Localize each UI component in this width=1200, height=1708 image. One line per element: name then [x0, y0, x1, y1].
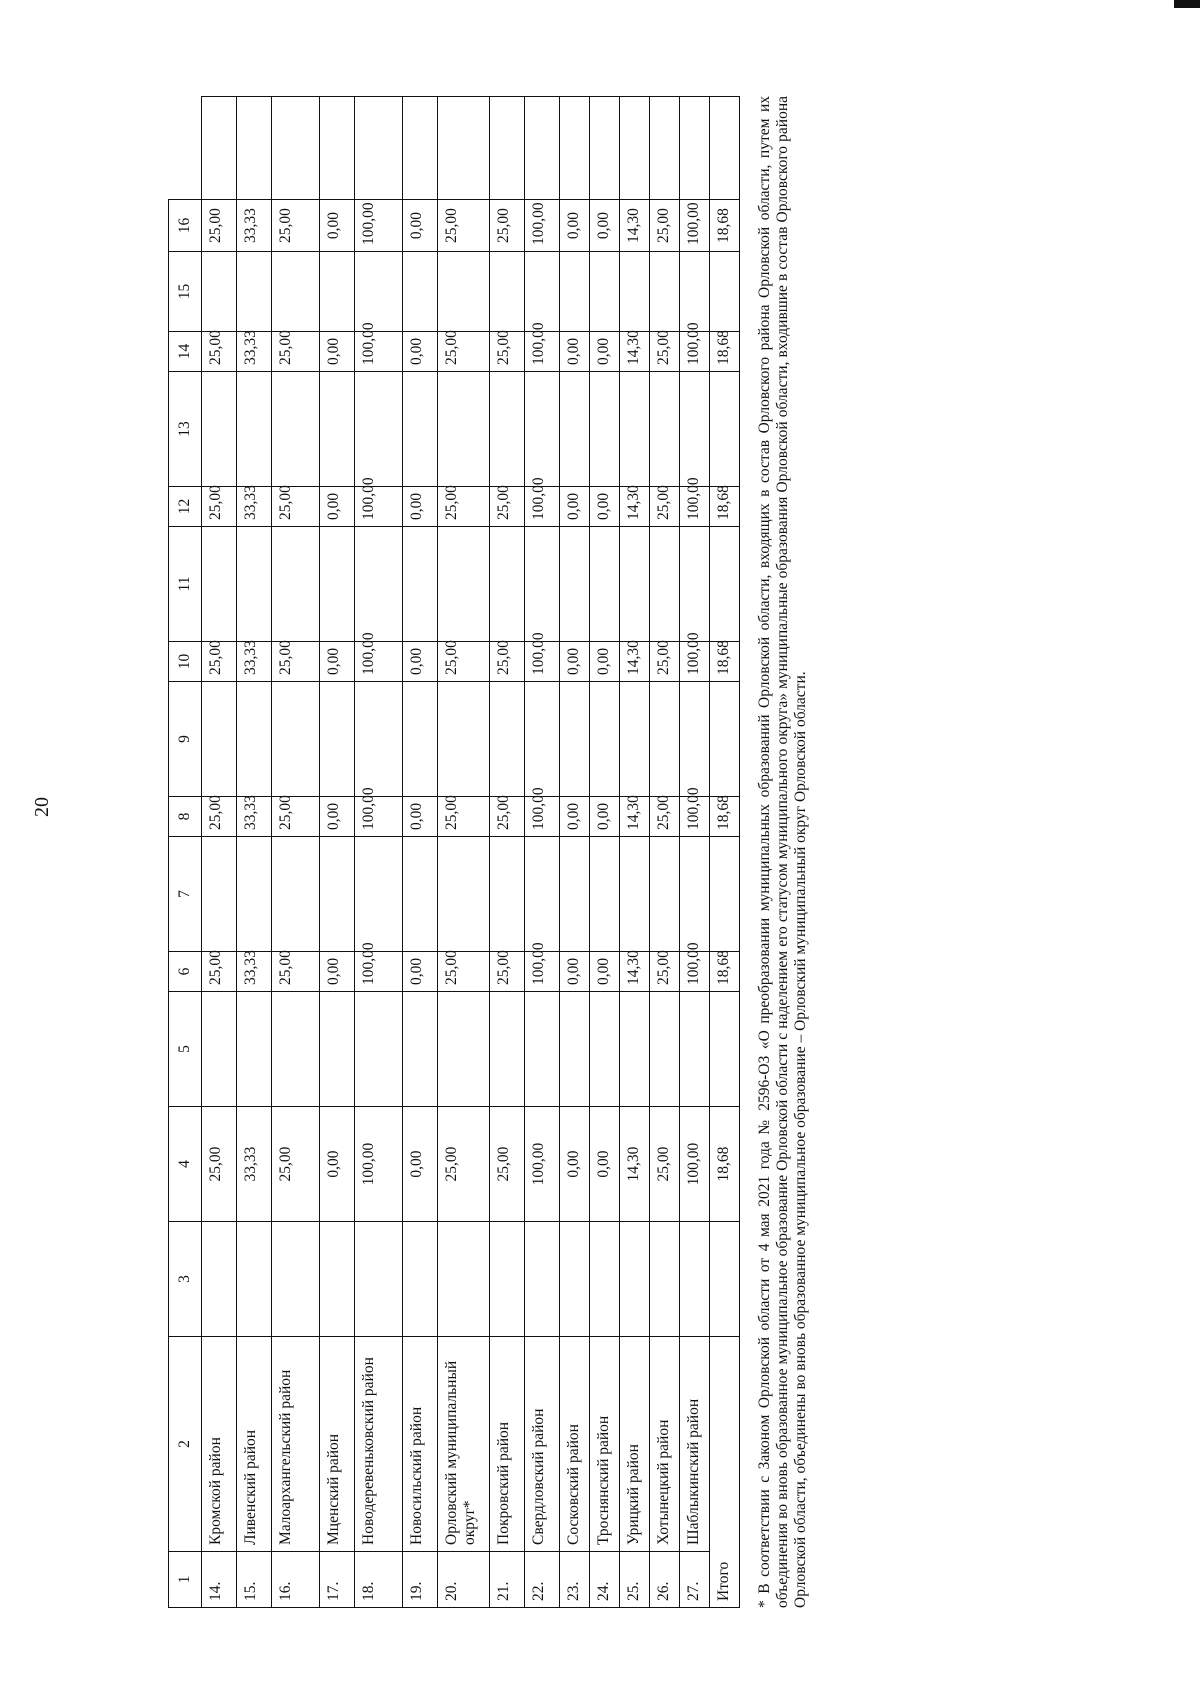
- value-cell-col-15: [525, 252, 560, 332]
- value-cell-col-7: [202, 837, 237, 952]
- value-cell-col-7: [525, 837, 560, 952]
- table-row: [237, 97, 272, 1608]
- value-cell-col-12: 0,00: [560, 487, 590, 527]
- value-cell-col-3: [272, 1222, 320, 1337]
- value-cell-col-14: 100,00: [355, 332, 403, 372]
- row-number: 15.: [237, 1552, 272, 1608]
- row-number: 25.: [620, 1552, 650, 1608]
- value-cell-col-13: [620, 372, 650, 487]
- value-cell-col-6: 25,00: [272, 952, 320, 992]
- value-cell-col-4: 0,00: [560, 1107, 590, 1222]
- value-cell-col-12: 0,00: [590, 487, 620, 527]
- value-cell-col-9: [650, 682, 680, 797]
- value-cell-col-7: [560, 837, 590, 952]
- value-cell-col-9: [355, 682, 403, 797]
- value-cell-col-16: 100,00: [680, 200, 710, 252]
- value-cell-col-8: 25,00: [202, 797, 237, 837]
- district-name: Мценский район: [320, 1337, 355, 1552]
- value-cell-col-12: 25,00: [202, 487, 237, 527]
- value-cell-col-10: 0,00: [590, 642, 620, 682]
- column-header-13: 13: [169, 372, 202, 487]
- value-cell-col-12: 100,00: [680, 487, 710, 527]
- value-cell-col-17: [355, 97, 403, 200]
- value-cell-col-12: 25,00: [490, 487, 525, 527]
- row-number: 17.: [320, 1552, 355, 1608]
- value-cell-col-9: [272, 682, 320, 797]
- value-cell-col-16: 100,00: [525, 200, 560, 252]
- value-cell-col-15: [490, 252, 525, 332]
- district-name: Малоархангельский район: [272, 1337, 320, 1552]
- value-cell-col-14: 25,00: [490, 332, 525, 372]
- value-cell-col-9: [237, 682, 272, 797]
- value-cell-col-16: 25,00: [438, 200, 490, 252]
- value-cell-col-3: [320, 1222, 355, 1337]
- value-cell-col-6: 0,00: [403, 952, 438, 992]
- total-label: Итого: [710, 1337, 740, 1608]
- value-cell-col-6: 14,30: [620, 952, 650, 992]
- value-cell-col-15: [355, 252, 403, 332]
- total-cell-col-7: [710, 837, 740, 952]
- value-cell-col-14: 0,00: [320, 332, 355, 372]
- value-cell-col-13: [237, 372, 272, 487]
- value-cell-col-16: 33,33: [237, 200, 272, 252]
- value-cell-col-12: 14,30: [620, 487, 650, 527]
- value-cell-col-4: 0,00: [590, 1107, 620, 1222]
- value-cell-col-4: 100,00: [680, 1107, 710, 1222]
- value-cell-col-4: 25,00: [202, 1107, 237, 1222]
- value-cell-col-5: [403, 992, 438, 1107]
- value-cell-col-17: [590, 97, 620, 200]
- total-cell-col-13: [710, 372, 740, 487]
- total-row: [710, 97, 740, 1608]
- value-cell-col-6: 100,00: [525, 952, 560, 992]
- value-cell-col-13: [650, 372, 680, 487]
- value-cell-col-4: 33,33: [237, 1107, 272, 1222]
- value-cell-col-15: [650, 252, 680, 332]
- value-cell-col-11: [355, 527, 403, 642]
- value-cell-col-12: 0,00: [320, 487, 355, 527]
- value-cell-col-4: 14,30: [620, 1107, 650, 1222]
- value-cell-col-9: [590, 682, 620, 797]
- value-cell-col-6: 33,33: [237, 952, 272, 992]
- value-cell-col-9: [560, 682, 590, 797]
- value-cell-col-7: [650, 837, 680, 952]
- table-row: [680, 97, 710, 1608]
- value-cell-col-3: [403, 1222, 438, 1337]
- value-cell-col-4: 25,00: [650, 1107, 680, 1222]
- value-cell-col-5: [272, 992, 320, 1107]
- table-row: [355, 97, 403, 1608]
- table-row: [560, 97, 590, 1608]
- value-cell-col-13: [320, 372, 355, 487]
- value-cell-col-3: [590, 1222, 620, 1337]
- value-cell-col-3: [237, 1222, 272, 1337]
- value-cell-col-16: 25,00: [272, 200, 320, 252]
- table-row: [403, 97, 438, 1608]
- district-name: Орловский муниципальный округ*: [438, 1337, 490, 1552]
- value-cell-col-3: [650, 1222, 680, 1337]
- value-cell-col-8: 0,00: [403, 797, 438, 837]
- value-cell-col-14: 25,00: [202, 332, 237, 372]
- value-cell-col-7: [490, 837, 525, 952]
- value-cell-col-15: [590, 252, 620, 332]
- column-header-1: 1: [169, 1552, 202, 1608]
- value-cell-col-11: [438, 527, 490, 642]
- value-cell-col-3: [438, 1222, 490, 1337]
- value-cell-col-13: [490, 372, 525, 487]
- table-body: [202, 97, 740, 1608]
- value-cell-col-14: 100,00: [680, 332, 710, 372]
- value-cell-col-6: 0,00: [320, 952, 355, 992]
- value-cell-col-8: 100,00: [525, 797, 560, 837]
- value-cell-col-17: [237, 97, 272, 200]
- value-cell-col-5: [320, 992, 355, 1107]
- value-cell-col-11: [680, 527, 710, 642]
- value-cell-col-4: 25,00: [490, 1107, 525, 1222]
- column-header-9: 9: [169, 682, 202, 797]
- value-cell-col-5: [202, 992, 237, 1107]
- total-cell-col-8: 18,68: [710, 797, 740, 837]
- value-cell-col-17: [525, 97, 560, 200]
- value-cell-col-3: [620, 1222, 650, 1337]
- district-name: Урицкий район: [620, 1337, 650, 1552]
- value-cell-col-16: 0,00: [560, 200, 590, 252]
- value-cell-col-4: 0,00: [320, 1107, 355, 1222]
- row-number: 19.: [403, 1552, 438, 1608]
- value-cell-col-7: [355, 837, 403, 952]
- value-cell-col-11: [490, 527, 525, 642]
- value-cell-col-3: [202, 1222, 237, 1337]
- value-cell-col-12: 25,00: [272, 487, 320, 527]
- total-cell-col-11: [710, 527, 740, 642]
- value-cell-col-10: 0,00: [320, 642, 355, 682]
- value-cell-col-13: [202, 372, 237, 487]
- value-cell-col-10: 25,00: [202, 642, 237, 682]
- value-cell-col-13: [525, 372, 560, 487]
- value-cell-col-15: [560, 252, 590, 332]
- value-cell-col-10: 25,00: [490, 642, 525, 682]
- total-cell-col-14: 18,68: [710, 332, 740, 372]
- value-cell-col-12: 100,00: [525, 487, 560, 527]
- value-cell-col-3: [680, 1222, 710, 1337]
- value-cell-col-10: 0,00: [403, 642, 438, 682]
- value-cell-col-12: 100,00: [355, 487, 403, 527]
- value-cell-col-14: 0,00: [403, 332, 438, 372]
- value-cell-col-15: [680, 252, 710, 332]
- value-cell-col-4: 25,00: [438, 1107, 490, 1222]
- table-row: [650, 97, 680, 1608]
- value-cell-col-12: 33,33: [237, 487, 272, 527]
- value-cell-col-13: [403, 372, 438, 487]
- value-cell-col-15: [272, 252, 320, 332]
- value-cell-col-14: 0,00: [590, 332, 620, 372]
- edge-mark: [1174, 0, 1200, 8]
- value-cell-col-17: [680, 97, 710, 200]
- value-cell-col-3: [490, 1222, 525, 1337]
- table-row: [438, 97, 490, 1608]
- value-cell-col-11: [237, 527, 272, 642]
- value-cell-col-16: 25,00: [202, 200, 237, 252]
- value-cell-col-4: 100,00: [525, 1107, 560, 1222]
- value-cell-col-14: 33,33: [237, 332, 272, 372]
- column-header-14: 14: [169, 332, 202, 372]
- value-cell-col-17: [490, 97, 525, 200]
- value-cell-col-8: 33,33: [237, 797, 272, 837]
- column-header-10: 10: [169, 642, 202, 682]
- value-cell-col-10: 100,00: [355, 642, 403, 682]
- row-number: 18.: [355, 1552, 403, 1608]
- total-cell-col-17: [710, 97, 740, 200]
- value-cell-col-10: 14,30: [620, 642, 650, 682]
- data-table: [168, 96, 740, 1608]
- value-cell-col-5: [438, 992, 490, 1107]
- district-name: Ливенский район: [237, 1337, 272, 1552]
- value-cell-col-17: [403, 97, 438, 200]
- row-number: 22.: [525, 1552, 560, 1608]
- row-number: 21.: [490, 1552, 525, 1608]
- value-cell-col-4: 100,00: [355, 1107, 403, 1222]
- value-cell-col-16: 0,00: [590, 200, 620, 252]
- value-cell-col-11: [560, 527, 590, 642]
- row-number: 20.: [438, 1552, 490, 1608]
- value-cell-col-3: [560, 1222, 590, 1337]
- value-cell-col-8: 0,00: [590, 797, 620, 837]
- total-cell-col-10: 18,68: [710, 642, 740, 682]
- value-cell-col-7: [237, 837, 272, 952]
- value-cell-col-9: [403, 682, 438, 797]
- value-cell-col-7: [320, 837, 355, 952]
- value-cell-col-10: 25,00: [650, 642, 680, 682]
- column-header-8: 8: [169, 797, 202, 837]
- value-cell-col-12: 0,00: [403, 487, 438, 527]
- value-cell-col-10: 0,00: [560, 642, 590, 682]
- value-cell-col-8: 25,00: [438, 797, 490, 837]
- value-cell-col-5: [620, 992, 650, 1107]
- value-cell-col-17: [202, 97, 237, 200]
- value-cell-col-14: 100,00: [525, 332, 560, 372]
- row-number: 23.: [560, 1552, 590, 1608]
- value-cell-col-13: [560, 372, 590, 487]
- row-number: 16.: [272, 1552, 320, 1608]
- column-header-16: 16: [169, 200, 202, 252]
- total-cell-col-16: 18,68: [710, 200, 740, 252]
- value-cell-col-8: 25,00: [272, 797, 320, 837]
- value-cell-col-9: [490, 682, 525, 797]
- value-cell-col-11: [650, 527, 680, 642]
- value-cell-col-9: [202, 682, 237, 797]
- value-cell-col-11: [202, 527, 237, 642]
- value-cell-col-8: 100,00: [355, 797, 403, 837]
- row-number: 14.: [202, 1552, 237, 1608]
- value-cell-col-9: [680, 682, 710, 797]
- value-cell-col-5: [490, 992, 525, 1107]
- value-cell-col-6: 100,00: [355, 952, 403, 992]
- value-cell-col-13: [590, 372, 620, 487]
- district-name: Свердловский район: [525, 1337, 560, 1552]
- column-header-5: 5: [169, 992, 202, 1107]
- value-cell-col-14: 14,30: [620, 332, 650, 372]
- column-header-12: 12: [169, 487, 202, 527]
- value-cell-col-16: 25,00: [490, 200, 525, 252]
- value-cell-col-16: 0,00: [320, 200, 355, 252]
- value-cell-col-4: 25,00: [272, 1107, 320, 1222]
- value-cell-col-15: [202, 252, 237, 332]
- column-header-3: 3: [169, 1222, 202, 1337]
- value-cell-col-7: [680, 837, 710, 952]
- district-name: Новодеревеньковский район: [355, 1337, 403, 1552]
- value-cell-col-4: 0,00: [403, 1107, 438, 1222]
- value-cell-col-14: 25,00: [272, 332, 320, 372]
- table-row: [525, 97, 560, 1608]
- value-cell-col-10: 33,33: [237, 642, 272, 682]
- value-cell-col-17: [560, 97, 590, 200]
- value-cell-col-7: [438, 837, 490, 952]
- value-cell-col-11: [320, 527, 355, 642]
- value-cell-col-7: [403, 837, 438, 952]
- value-cell-col-11: [272, 527, 320, 642]
- total-cell-col-4: 18,68: [710, 1107, 740, 1222]
- district-name: Новосильский район: [403, 1337, 438, 1552]
- value-cell-col-10: 100,00: [525, 642, 560, 682]
- value-cell-col-16: 25,00: [650, 200, 680, 252]
- district-name: Хотынецкий район: [650, 1337, 680, 1552]
- value-cell-col-17: [320, 97, 355, 200]
- table-row: [490, 97, 525, 1608]
- page-number: 20: [31, 797, 53, 817]
- table-row: [272, 97, 320, 1608]
- column-header-15: 15: [169, 252, 202, 332]
- table-row: [202, 97, 237, 1608]
- value-cell-col-5: [680, 992, 710, 1107]
- row-number: 24.: [590, 1552, 620, 1608]
- value-cell-col-12: 25,00: [438, 487, 490, 527]
- value-cell-col-9: [320, 682, 355, 797]
- value-cell-col-6: 25,00: [650, 952, 680, 992]
- value-cell-col-6: 0,00: [590, 952, 620, 992]
- total-cell-col-12: 18,68: [710, 487, 740, 527]
- value-cell-col-6: 0,00: [560, 952, 590, 992]
- value-cell-col-5: [590, 992, 620, 1107]
- total-cell-col-9: [710, 682, 740, 797]
- value-cell-col-16: 0,00: [403, 200, 438, 252]
- value-cell-col-13: [680, 372, 710, 487]
- value-cell-col-15: [237, 252, 272, 332]
- total-cell-col-5: [710, 992, 740, 1107]
- value-cell-col-15: [620, 252, 650, 332]
- table-row: [320, 97, 355, 1608]
- value-cell-col-7: [620, 837, 650, 952]
- value-cell-col-14: 25,00: [438, 332, 490, 372]
- value-cell-col-15: [438, 252, 490, 332]
- district-name: Кромской район: [202, 1337, 237, 1552]
- table-header-row: [169, 97, 202, 1608]
- footnote: * В соответствии с Законом Орловской области от 4 мая 2021 года № 2596-ОЗ «О преобразовании муниципальных образований Орловской области, входящих в состав Орловского района Орловской области, путем их объединения во вновь образованное муниципальное образование Орловской области с наделением его статусом муниципального округа» муниципальные образования Орловской области, входившие в состав Орловского района Орловской области, объединены во вновь образованное муниципальное образование – Орловский муниципальный округ Орловской области.: [756, 96, 809, 1608]
- value-cell-col-13: [272, 372, 320, 487]
- value-cell-col-6: 100,00: [680, 952, 710, 992]
- column-header-6: 6: [169, 952, 202, 992]
- column-header-11: 11: [169, 527, 202, 642]
- value-cell-col-10: 100,00: [680, 642, 710, 682]
- value-cell-col-5: [355, 992, 403, 1107]
- total-cell-col-6: 18,68: [710, 952, 740, 992]
- district-name: Сосковский район: [560, 1337, 590, 1552]
- district-name: Троснянский район: [590, 1337, 620, 1552]
- district-name: Шаблыкинский район: [680, 1337, 710, 1552]
- column-header-4: 4: [169, 1107, 202, 1222]
- value-cell-col-15: [320, 252, 355, 332]
- table-row: [620, 97, 650, 1608]
- column-header-7: 7: [169, 837, 202, 952]
- rotated-content: [168, 96, 1068, 1608]
- table-row: [590, 97, 620, 1608]
- value-cell-col-6: 25,00: [438, 952, 490, 992]
- value-cell-col-6: 25,00: [490, 952, 525, 992]
- value-cell-col-8: 100,00: [680, 797, 710, 837]
- value-cell-col-9: [525, 682, 560, 797]
- value-cell-col-11: [403, 527, 438, 642]
- value-cell-col-17: [650, 97, 680, 200]
- value-cell-col-6: 25,00: [202, 952, 237, 992]
- value-cell-col-17: [438, 97, 490, 200]
- value-cell-col-5: [237, 992, 272, 1107]
- value-cell-col-11: [590, 527, 620, 642]
- value-cell-col-5: [650, 992, 680, 1107]
- value-cell-col-10: 25,00: [272, 642, 320, 682]
- value-cell-col-9: [438, 682, 490, 797]
- value-cell-col-16: 14,30: [620, 200, 650, 252]
- value-cell-col-8: 25,00: [490, 797, 525, 837]
- value-cell-col-16: 100,00: [355, 200, 403, 252]
- total-cell-col-15: [710, 252, 740, 332]
- value-cell-col-17: [620, 97, 650, 200]
- value-cell-col-8: 0,00: [320, 797, 355, 837]
- value-cell-col-11: [620, 527, 650, 642]
- value-cell-col-14: 0,00: [560, 332, 590, 372]
- value-cell-col-12: 25,00: [650, 487, 680, 527]
- value-cell-col-13: [355, 372, 403, 487]
- row-number: 26.: [650, 1552, 680, 1608]
- value-cell-col-15: [403, 252, 438, 332]
- value-cell-col-5: [525, 992, 560, 1107]
- row-number: 27.: [680, 1552, 710, 1608]
- value-cell-col-7: [590, 837, 620, 952]
- district-name: Покровский район: [490, 1337, 525, 1552]
- value-cell-col-3: [525, 1222, 560, 1337]
- value-cell-col-3: [355, 1222, 403, 1337]
- value-cell-col-8: 0,00: [560, 797, 590, 837]
- value-cell-col-10: 25,00: [438, 642, 490, 682]
- value-cell-col-13: [438, 372, 490, 487]
- total-cell-col-3: [710, 1222, 740, 1337]
- value-cell-col-8: 14,30: [620, 797, 650, 837]
- value-cell-col-8: 25,00: [650, 797, 680, 837]
- value-cell-col-17: [272, 97, 320, 200]
- column-header-2: 2: [169, 1337, 202, 1552]
- value-cell-col-5: [560, 992, 590, 1107]
- value-cell-col-11: [525, 527, 560, 642]
- value-cell-col-9: [620, 682, 650, 797]
- value-cell-col-7: [272, 837, 320, 952]
- value-cell-col-14: 25,00: [650, 332, 680, 372]
